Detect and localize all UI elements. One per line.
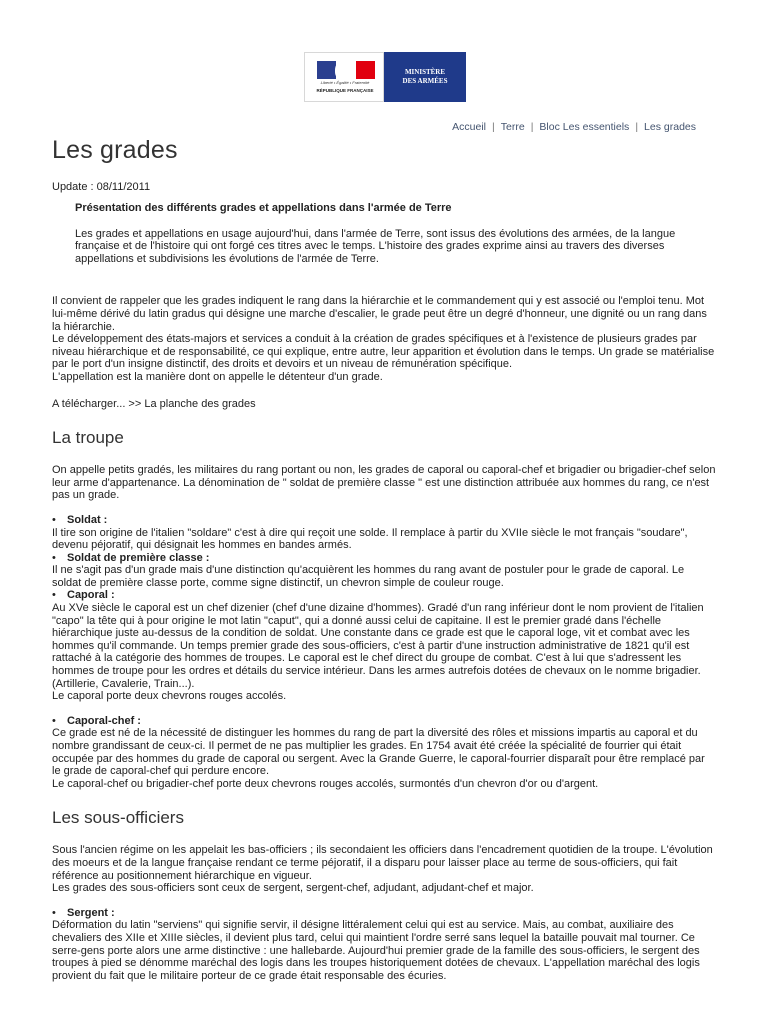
list-item-caporal-chef	[52, 715, 716, 728]
item-text: Le caporal-chef ou brigadier-chef porte deux chevrons rouges accolés, surmontés d'un chevron d'or ou d'argent.	[52, 777, 599, 790]
list-item-soldat	[52, 514, 716, 527]
breadcrumb-home[interactable]: Accueil	[452, 121, 487, 133]
download-link[interactable]: A télécharger... >> La planche des grades	[52, 397, 256, 410]
bullet: •	[52, 551, 56, 564]
intro-block	[75, 202, 716, 265]
intro-title: Présentation des différents grades et appellations dans l'armée de Terre	[75, 202, 452, 214]
paragraph: Le développement des états-majors et services a conduit à la création de grades spécifiques et à l'existence de plusieurs grades par niveau hiérarchique et de responsabilité, ce qui explique, entre autre, leur apparition et évolution dans le temps. Un grade se matérialise par le port d'un insigne distinctif, des droits et devoirs et un niveau de rémunération spécifique.	[52, 333, 715, 371]
breadcrumb-separator: |	[492, 121, 495, 133]
ministry-name	[384, 52, 466, 102]
page-title: Les grades	[52, 136, 178, 164]
list-item-sergent	[52, 907, 716, 920]
paragraph: Sous l'ancien régime on les appelait les bas-officiers ; ils secondaient les officiers dans l'encadrement quotidien de la troupe. L'évolution des moeurs et de la langue française rendant ce terme péjoratif, il a disparu pour laisser place au terme de sous-officiers, qui fait référence au positionnement hiérarchique en vigueur.	[52, 844, 713, 882]
item-text: Au XVe siècle le caporal est un chef dizenier (chef d'une dizaine d'hommes). Gradé d'un rang inférieur dont le nom provient de l'italien "capo" la tête qui à pour origine le mot latin "caput", qui a donné aussi celui de capitaine. Il est le premier gradé dans l'échelle hiérarchique juste au-dessus de la condition de soldat. Une constante dans ce grade est que le caporal loge, vit et combat avec les hommes qu'il commande. Un temps premier grade des sous-officiers, c'est à partir d'une instruction administrative de 1821 qu'il est rattaché à la catégorie des hommes de troupes. Le caporal est le chef direct du groupe de combat. C'est à lui que s'adressent les hommes de troupe pour les ordres et détails du service intérieur. Dans les armes autrefois dotées de chevaux on le nomme brigadier. (Artillerie, Cavalerie, Train...).	[52, 602, 704, 690]
bullet: •	[52, 589, 56, 602]
bullet: •	[52, 714, 56, 727]
breadcrumb	[452, 121, 696, 133]
paragraph: On appelle petits gradés, les militaires du rang portant ou non, les grades de caporal ou caporal-chef et brigadier ou brigadier-chef selon leur arme d'appartenance. La dénomination de " soldat de première classe " est une distinction attribuée aux hommes du rang, ce n'est pas un grade.	[52, 464, 716, 502]
item-text: Le caporal porte deux chevrons rouges accolés.	[52, 690, 287, 703]
ministry-line1: MINISTÈRE	[404, 68, 446, 76]
breadcrumb-separator: |	[530, 121, 534, 133]
item-text: Il ne s'agit pas d'un grade mais d'une distinction qu'acquièrent les hommes du rang avant de postuler pour le grade de caporal. Le soldat de première classe porte, comme signe distinctif, un chevron simple de couleur rouge.	[52, 564, 685, 589]
breadcrumb-essentiels[interactable]: Bloc Les essentiels	[539, 121, 630, 133]
item-text: Ce grade est né de la nécessité de distinguer les hommes du rang de part la diversité des rôles et missions impartis au caporal et du nombre grandissant de ceux-ci. Il permet de ne pas multiplier les grades. En 1754 avait été créée la spécialité de fourrier qui était occupée par des hommes du grade de caporal ou sergent. Avec la Grande Guerre, le caporal-fourrier disparaît pour être remplacé par le grade de caporal-chef qui perdure encore.	[52, 727, 705, 778]
ministry-line2: DES ARMÉES	[402, 77, 448, 85]
breadcrumb-current[interactable]: Les grades	[644, 121, 696, 133]
republic-name: RÉPUBLIQUE FRANÇAISE	[316, 88, 374, 93]
list-item-premiere-classe	[52, 552, 716, 565]
paragraph: Il convient de rappeler que les grades indiquent le rang dans la hiérarchie et le commandement qui y est associé ou l'emploi tenu. Mot lui-même dérivé du latin gradus qui désigne une marche d'escalier, le grade peut être un degré d'honneur, une dignité ou un rang dans la hiérarchie.	[52, 295, 707, 333]
bullet: •	[52, 906, 56, 919]
list-item-caporal	[52, 589, 716, 602]
paragraph: L'appellation est la manière dont on appelle le détenteur d'un grade.	[52, 370, 383, 383]
breadcrumb-separator: |	[635, 121, 639, 133]
item-title: Caporal-chef :	[67, 714, 141, 727]
section-heading-sous-officiers: Les sous-officiers	[52, 808, 184, 828]
update-date: Update : 08/11/2011	[52, 181, 151, 193]
breadcrumb-terre[interactable]: Terre	[500, 121, 525, 133]
item-title: Soldat de première classe :	[67, 551, 210, 564]
item-title: Sergent :	[67, 906, 115, 919]
item-title: Soldat :	[67, 513, 108, 526]
item-text: Déformation du latin "serviens" qui signifie servir, il désigne littéralement celui qui est au service. Mais, au combat, auxiliaire des chevaliers des XIIe et XIIIe siècles, il devient plus tard, celui qui maintient l'ordre serré sans lequel la bataille pouvait mal tourner. Ce serre-gens porte alors une arme distinctive : une hallebarde. Aujourd'hui premier grade de la famille des sous-officiers, le sergent des troupes à pied se dénomme maréchal des logis dans les troupes historiquement dotées de chevaux. L'appellation maréchal des logis provient du fait que le militaire porteur de ce grade était responsable des écuries.	[52, 919, 700, 982]
ministry-logo[interactable]	[304, 52, 466, 102]
intro-body: Les grades et appellations en usage aujourd'hui, dans l'armée de Terre, sont issus des évolutions des armées, de la langue française et de l'histoire qui ont forgé ces titres avec le temps. L'histoire des grades exprime ainsi au travers des diverses appellations et subdivisions les évolutions de l'armée de Terre.	[75, 227, 676, 265]
republic-motto: Liberté • Égalité • Fraternité	[320, 80, 370, 85]
marianne-icon	[335, 60, 353, 80]
item-title: Caporal :	[67, 589, 115, 602]
article-body	[52, 202, 716, 982]
bullet: •	[52, 513, 56, 526]
item-text: Il tire son origine de l'italien "soldare" c'est à dire qui reçoit une solde. Il remplace à partir du XVIIe siècle le mot français "soudare", devenu péjoratif, qui désignait les hommes en bandes armés.	[52, 526, 688, 552]
paragraph: Les grades des sous-officiers sont ceux de sergent, sergent-chef, adjudant, adjudant-chef et major.	[52, 882, 534, 895]
republic-emblem	[304, 52, 384, 102]
section-heading-troupe: La troupe	[52, 428, 124, 448]
